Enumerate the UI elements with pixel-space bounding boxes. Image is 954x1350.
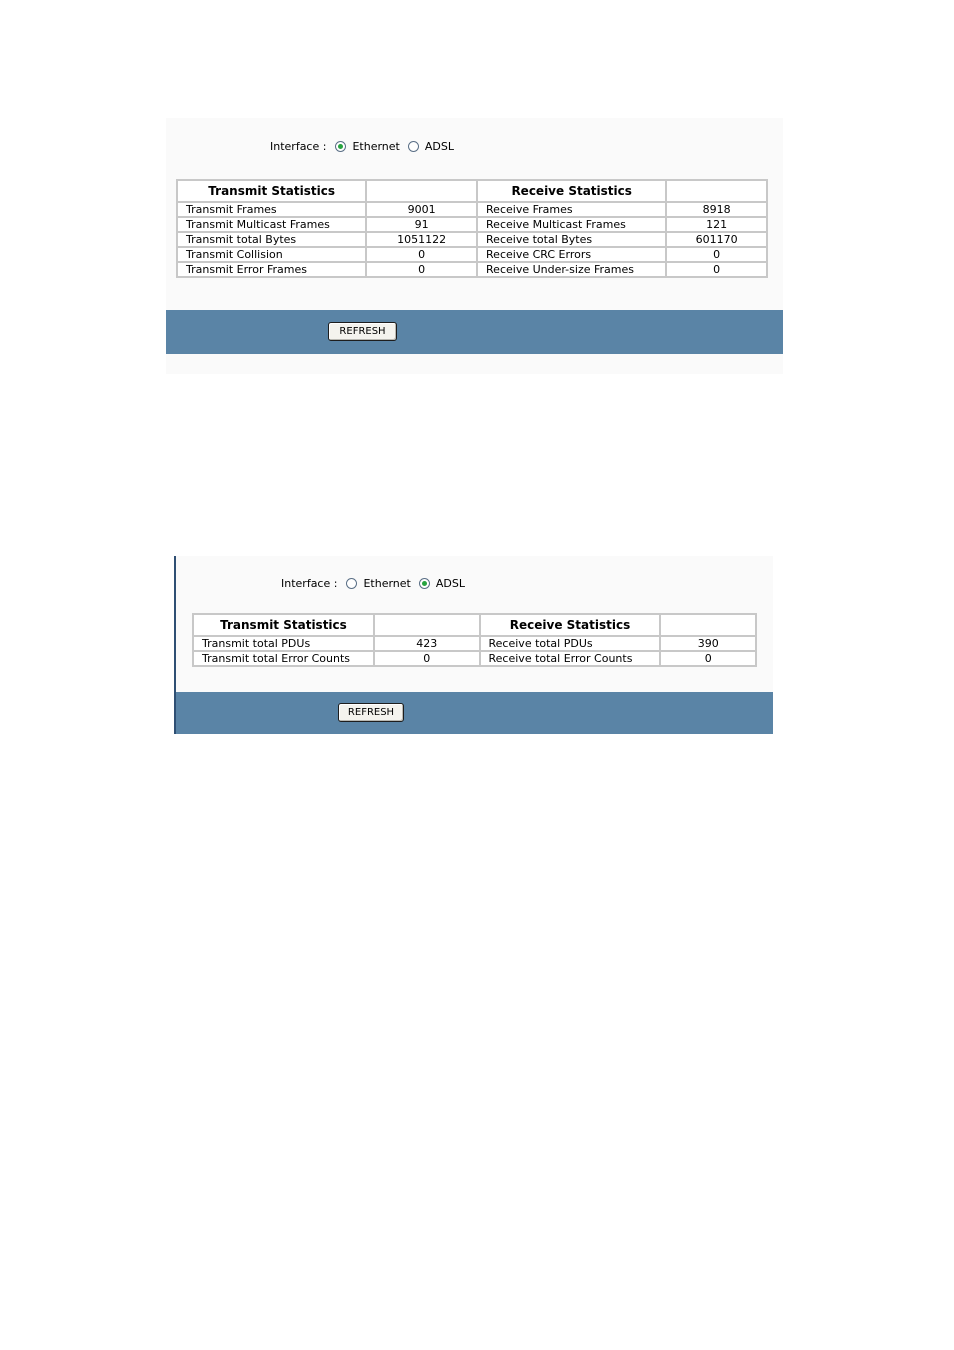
- rx-label: Receive total Bytes: [477, 232, 666, 247]
- interface-label: Interface :: [281, 577, 338, 590]
- refresh-button[interactable]: REFRESH: [338, 703, 404, 722]
- tx-label: Transmit Frames: [177, 202, 366, 217]
- rx-value: 0: [660, 651, 756, 666]
- rx-label: Receive Multicast Frames: [477, 217, 666, 232]
- rx-label: Receive Under-size Frames: [477, 262, 666, 277]
- transmit-statistics-header: Transmit Statistics: [177, 180, 366, 202]
- transmit-statistics-header: Transmit Statistics: [193, 614, 374, 636]
- tx-value: 9001: [366, 202, 477, 217]
- statistics-table: [176, 179, 768, 278]
- table-row: [177, 232, 767, 247]
- adsl-radio-label[interactable]: ADSL: [435, 577, 465, 590]
- ethernet-radio-label[interactable]: Ethernet: [352, 140, 400, 153]
- receive-statistics-header: Receive Statistics: [480, 614, 661, 636]
- adsl-statistics-panel: [174, 556, 773, 734]
- tx-value: 0: [366, 262, 477, 277]
- rx-value: 121: [666, 217, 767, 232]
- tx-value: 0: [374, 651, 480, 666]
- tx-value: 423: [374, 636, 480, 651]
- tx-label: Transmit Collision: [177, 247, 366, 262]
- tx-label: Transmit total PDUs: [193, 636, 374, 651]
- table-row: [177, 247, 767, 262]
- adsl-radio[interactable]: [408, 141, 419, 152]
- rx-value: 0: [666, 247, 767, 262]
- table-row: [177, 202, 767, 217]
- rx-value: 8918: [666, 202, 767, 217]
- tx-value: 1051122: [366, 232, 477, 247]
- ethernet-radio-label[interactable]: Ethernet: [363, 577, 411, 590]
- table-row: [193, 636, 756, 651]
- statistics-table: [192, 613, 757, 667]
- table-row: [177, 262, 767, 277]
- transmit-value-header: [366, 180, 477, 202]
- ethernet-statistics-panel: [166, 118, 783, 374]
- receive-statistics-header: Receive Statistics: [477, 180, 666, 202]
- rx-label: Receive total PDUs: [480, 636, 661, 651]
- tx-value: 0: [366, 247, 477, 262]
- table-row: [177, 217, 767, 232]
- interface-label: Interface :: [270, 140, 327, 153]
- ethernet-radio[interactable]: [335, 141, 346, 152]
- tx-value: 91: [366, 217, 477, 232]
- action-bar: [176, 692, 773, 734]
- tx-label: Transmit Error Frames: [177, 262, 366, 277]
- tx-label: Transmit total Bytes: [177, 232, 366, 247]
- transmit-value-header: [374, 614, 480, 636]
- receive-value-header: [660, 614, 756, 636]
- action-bar: [166, 310, 783, 354]
- ethernet-radio[interactable]: [346, 578, 357, 589]
- rx-label: Receive Frames: [477, 202, 666, 217]
- table-header-row: [193, 614, 756, 636]
- table-row: [193, 651, 756, 666]
- rx-value: 390: [660, 636, 756, 651]
- refresh-button[interactable]: REFRESH: [328, 322, 397, 341]
- rx-value: 0: [666, 262, 767, 277]
- interface-selector: [281, 577, 473, 590]
- rx-label: Receive total Error Counts: [480, 651, 661, 666]
- table-header-row: [177, 180, 767, 202]
- adsl-radio-label[interactable]: ADSL: [424, 140, 454, 153]
- tx-label: Transmit total Error Counts: [193, 651, 374, 666]
- receive-value-header: [666, 180, 767, 202]
- tx-label: Transmit Multicast Frames: [177, 217, 366, 232]
- rx-value: 601170: [666, 232, 767, 247]
- interface-selector: [270, 140, 462, 153]
- adsl-radio[interactable]: [419, 578, 430, 589]
- rx-label: Receive CRC Errors: [477, 247, 666, 262]
